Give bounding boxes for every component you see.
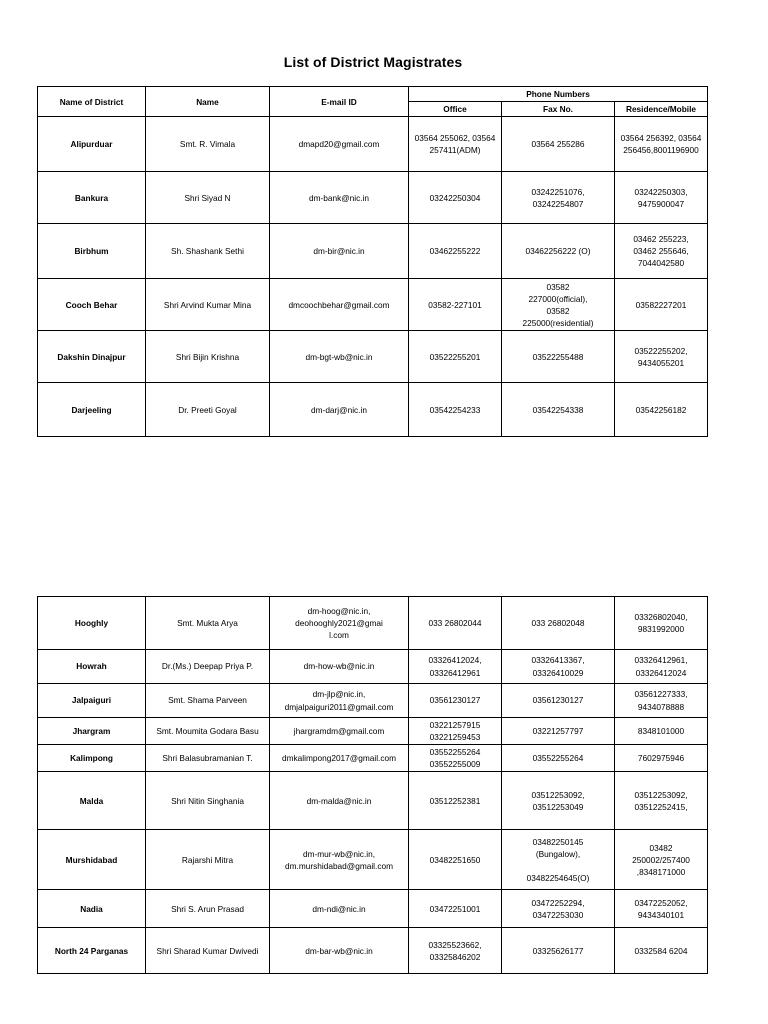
cell-office: 03582-227101 (409, 279, 502, 331)
cell-fax: 03542254338 (502, 383, 615, 437)
cell-fax: 033 26802048 (502, 597, 615, 650)
cell-email: dm-malda@nic.in (270, 772, 409, 830)
cell-name: Shri Nitin Singhania (146, 772, 270, 830)
cell-name: Shri Arvind Kumar Mina (146, 279, 270, 331)
district-magistrates-table-2 (37, 596, 708, 974)
cell-district: Nadia (38, 890, 146, 928)
cell-office: 03326412024, 03326412961 (409, 650, 502, 684)
cell-office: 03512252381 (409, 772, 502, 830)
table-row (38, 597, 708, 650)
cell-residence: 03542256182 (615, 383, 708, 437)
cell-name: Shri S. Arun Prasad (146, 890, 270, 928)
cell-district: Jhargram (38, 718, 146, 745)
table-row (38, 718, 708, 745)
document-title: List of District Magistrates (283, 54, 463, 70)
cell-residence: 0332584 6204 (615, 928, 708, 974)
cell-office: 03552255264 03552255009 (409, 745, 502, 772)
cell-email: dm-bank@nic.in (270, 172, 409, 224)
table-row (38, 383, 708, 437)
cell-district: Howrah (38, 650, 146, 684)
cell-name: Shri Sharad Kumar Dwivedi (146, 928, 270, 974)
cell-district: Darjeeling (38, 383, 146, 437)
cell-district: Dakshin Dinajpur (38, 331, 146, 383)
cell-email: dm-bgt-wb@nic.in (270, 331, 409, 383)
cell-fax: 03462256222 (O) (502, 224, 615, 279)
cell-email: dm-hoog@nic.in, deohooghly2021@gmai l.com (270, 597, 409, 650)
cell-district: North 24 Parganas (38, 928, 146, 974)
cell-office: 03242250304 (409, 172, 502, 224)
cell-district: Birbhum (38, 224, 146, 279)
table-row (38, 224, 708, 279)
table-row (38, 331, 708, 383)
cell-email: dmkalimpong2017@gmail.com (270, 745, 409, 772)
cell-office: 03462255222 (409, 224, 502, 279)
cell-residence: 03472252052, 9434340101 (615, 890, 708, 928)
cell-district: Hooghly (38, 597, 146, 650)
cell-fax: 03512253092, 03512253049 (502, 772, 615, 830)
cell-office: 03472251001 (409, 890, 502, 928)
cell-email: dm-how-wb@nic.in (270, 650, 409, 684)
cell-name: Dr. Preeti Goyal (146, 383, 270, 437)
cell-office: 03482251650 (409, 830, 502, 890)
cell-residence: 03462 255223, 03462 255646, 7044042580 (615, 224, 708, 279)
table-row (38, 279, 708, 331)
cell-fax: 03522255488 (502, 331, 615, 383)
header-email: E-mail ID (270, 87, 409, 117)
cell-email: dm-bir@nic.in (270, 224, 409, 279)
cell-district: Murshidabad (38, 830, 146, 890)
cell-name: Shri Siyad N (146, 172, 270, 224)
cell-district: Alipurduar (38, 117, 146, 172)
cell-fax: 03564 255286 (502, 117, 615, 172)
table-row (38, 830, 708, 890)
cell-fax: 03472252294, 03472253030 (502, 890, 615, 928)
table-row (38, 117, 708, 172)
cell-fax: 03561230127 (502, 684, 615, 718)
cell-district: Jalpaiguri (38, 684, 146, 718)
cell-email: dmapd20@gmail.com (270, 117, 409, 172)
cell-name: Smt. Mukta Arya (146, 597, 270, 650)
cell-name: Dr.(Ms.) Deepap Priya P. (146, 650, 270, 684)
cell-fax: 03242251076, 03242254807 (502, 172, 615, 224)
header-phone-numbers: Phone Numbers (409, 87, 708, 102)
cell-email: jhargramdm@gmail.com (270, 718, 409, 745)
cell-fax: 03552255264 (502, 745, 615, 772)
cell-office: 03522255201 (409, 331, 502, 383)
cell-fax: 03482250145 (Bungalow), 03482254645(O) (502, 830, 615, 890)
cell-name: Smt. Moumita Godara Basu (146, 718, 270, 745)
table-row (38, 684, 708, 718)
cell-email: dm-ndi@nic.in (270, 890, 409, 928)
table-row (38, 772, 708, 830)
cell-email: dmcoochbehar@gmail.com (270, 279, 409, 331)
cell-residence: 03326802040, 9831992000 (615, 597, 708, 650)
cell-office: 03564 255062, 03564 257411(ADM) (409, 117, 502, 172)
cell-district: Malda (38, 772, 146, 830)
district-magistrates-table-1 (37, 86, 708, 437)
header-district: Name of District (38, 87, 146, 117)
table-row (38, 890, 708, 928)
cell-fax: 03325626177 (502, 928, 615, 974)
cell-name: Sh. Shashank Sethi (146, 224, 270, 279)
cell-name: Shri Balasubramanian T. (146, 745, 270, 772)
cell-residence: 03482 250002/257400 ,8348171000 (615, 830, 708, 890)
cell-office: 03542254233 (409, 383, 502, 437)
cell-residence: 03326412961, 03326412024 (615, 650, 708, 684)
cell-name: Rajarshi Mitra (146, 830, 270, 890)
table-row (38, 650, 708, 684)
cell-residence: 03561227333, 9434078888 (615, 684, 708, 718)
cell-fax: 03582 227000(official), 03582 225000(residential) (502, 279, 615, 331)
header-residence: Residence/Mobile (615, 102, 708, 117)
cell-residence: 03522255202, 9434055201 (615, 331, 708, 383)
cell-email: dm-mur-wb@nic.in, dm.murshidabad@gmail.com (270, 830, 409, 890)
cell-email: dm-bar-wb@nic.in (270, 928, 409, 974)
header-name: Name (146, 87, 270, 117)
cell-district: Kalimpong (38, 745, 146, 772)
table-row (38, 745, 708, 772)
cell-office: 033 26802044 (409, 597, 502, 650)
cell-residence: 03512253092, 03512252415, (615, 772, 708, 830)
cell-name: Smt. R. Vimala (146, 117, 270, 172)
cell-email: dm-darj@nic.in (270, 383, 409, 437)
table-row (38, 928, 708, 974)
cell-district: Bankura (38, 172, 146, 224)
cell-name: Shri Bijin Krishna (146, 331, 270, 383)
cell-residence: 8348101000 (615, 718, 708, 745)
header-office: Office (409, 102, 502, 117)
cell-email: dm-jlp@nic.in, dmjalpaiguri2011@gmail.com (270, 684, 409, 718)
cell-fax: 03326413367, 03326410029 (502, 650, 615, 684)
cell-residence: 03582227201 (615, 279, 708, 331)
cell-fax: 03221257797 (502, 718, 615, 745)
cell-office: 03221257915 03221259453 (409, 718, 502, 745)
cell-residence: 03242250303, 9475900047 (615, 172, 708, 224)
cell-district: Cooch Behar (38, 279, 146, 331)
cell-name: Smt. Shama Parveen (146, 684, 270, 718)
header-fax: Fax No. (502, 102, 615, 117)
table-row (38, 172, 708, 224)
cell-office: 03561230127 (409, 684, 502, 718)
cell-residence: 7602975946 (615, 745, 708, 772)
cell-residence: 03564 256392, 03564 256456,8001196900 (615, 117, 708, 172)
cell-office: 03325523662, 03325846202 (409, 928, 502, 974)
